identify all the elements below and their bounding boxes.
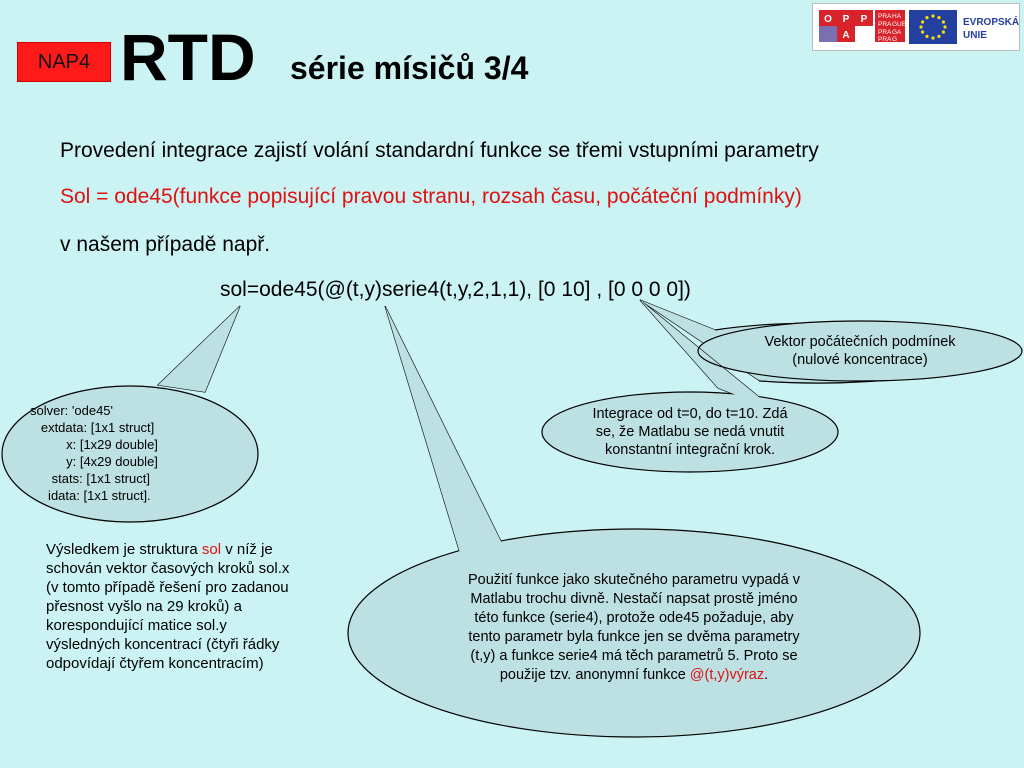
opp-letter-1: O [824, 14, 832, 25]
function-line-5: (t,y) a funkce serie4 má těch parametrů 5. Proto se [470, 648, 798, 664]
syntax-line: Sol = ode45(funkce popisující pravou stranu, rozsah času, počáteční podmínky) [60, 185, 802, 208]
struct-line: solver: 'ode45' [30, 403, 114, 418]
integration-line-1: Integrace od t=0, do t=10. Zdá [592, 406, 788, 422]
praha-3: PRA [878, 21, 892, 28]
integration-text [548, 405, 832, 459]
opp-letter-3: P [860, 14, 868, 25]
praha-1: PRA [878, 13, 892, 20]
function-line-6-prefix: použije tzv. anonymní funkce [499, 667, 690, 683]
function-line-6 [360, 666, 908, 685]
eu-label-2: UNIE [963, 30, 987, 41]
result-description [46, 540, 296, 673]
praha-8: G [892, 36, 898, 43]
praha-6: GA [892, 29, 902, 36]
struct-listing [30, 402, 158, 504]
function-line-2: Matlabu trochu divně. Nestačí napsat prostě jméno [470, 591, 798, 607]
intro-line: Provedení integrace zajistí volání standardní funkce se třemi vstupními parametry [60, 139, 819, 162]
praha-2: HA [892, 13, 902, 20]
anonymous-function-syntax: @(t,y)výraz [689, 667, 765, 683]
struct-line: extdata: [1x1 struct] [30, 420, 155, 435]
opp-letter-2: P [842, 14, 850, 25]
opp-letter-4: A [842, 30, 850, 41]
code-example: sol=ode45(@(t,y)serie4(t,y,2,1,1), [0 10] , [0 0 0 0]) [220, 278, 691, 301]
initial-line-2: (nulové koncentrace) [792, 352, 928, 368]
slide-title: RTD [120, 20, 256, 94]
function-line-3: této funkce (serie4), protože ode45 požaduje, aby [474, 610, 794, 626]
integration-line-3: konstantní integrační krok. [604, 442, 776, 458]
praha-5: PRA [878, 29, 892, 36]
struct-line: idata: [1x1 struct]. [30, 488, 151, 503]
praha-7: PRA [878, 36, 892, 43]
function-line-4: tento parametr byla funkce jen se dvěma parametry [468, 629, 800, 645]
struct-line: y: [4x29 double] [30, 454, 158, 469]
function-line-1: Použití funkce jako skutečného parametru vypadá v [467, 572, 801, 588]
result-suffix: v níž je schován vektor časových kroků sol.x (v tomto případě řešení pro zadanou přesnost vyšlo na 29 kroků) a korespondující matice sol.y výsledných koncentrací (čtyři řádky odpovídají čtyřem koncentracím) [46, 541, 290, 672]
initial-line-1: Vektor počátečních podmínek [764, 334, 956, 350]
function-line-6-suffix: . [764, 667, 769, 683]
eu-label-1: EVROPSKÁ [963, 17, 1019, 28]
praha-4: GUE [892, 21, 907, 28]
function-explanation-text [360, 571, 908, 685]
example-intro-line: v našem případě např. [60, 233, 271, 256]
initial-conditions-text [700, 333, 1020, 369]
nap-badge: NAP4 [17, 42, 111, 82]
slide-subtitle: série mísičů 3/4 [290, 50, 529, 86]
struct-line: stats: [1x1 struct] [30, 471, 150, 486]
integration-line-2: se, že Matlabu se nedá vnutit [595, 424, 785, 440]
struct-line: x: [1x29 double] [30, 437, 158, 452]
result-prefix: Výsledkem je struktura [46, 541, 202, 558]
result-highlight: sol [201, 541, 222, 558]
